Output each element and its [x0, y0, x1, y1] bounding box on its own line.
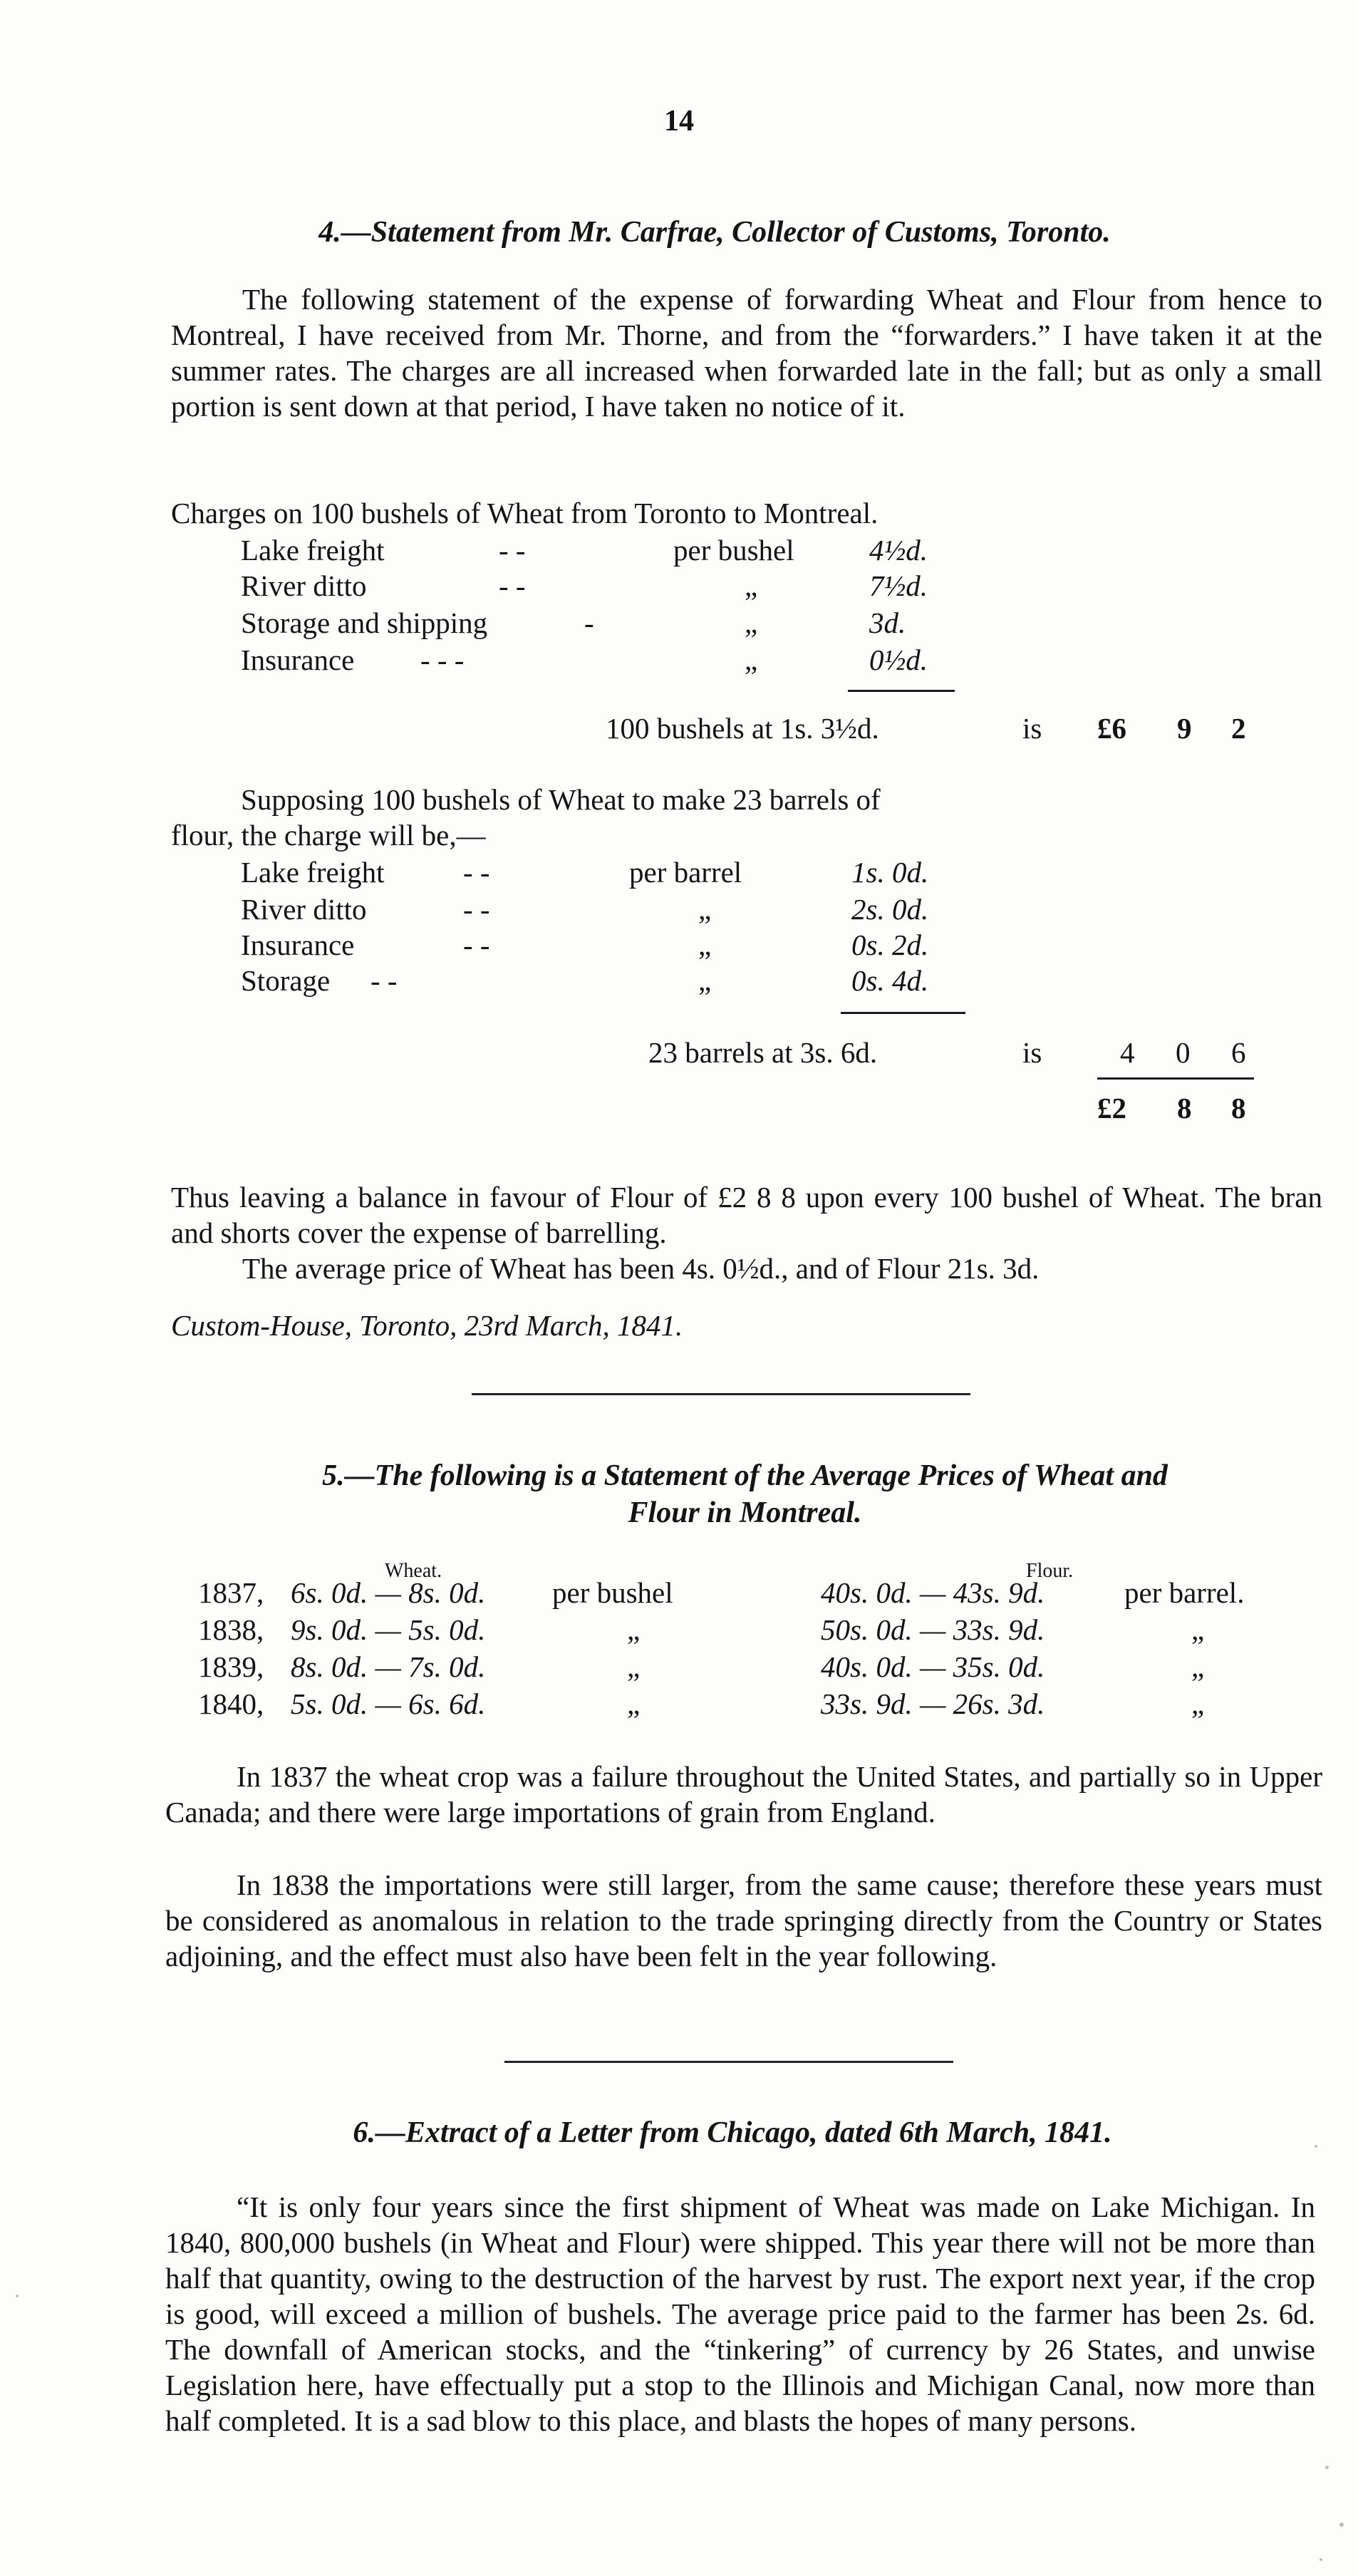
flour-price-unit: „	[1191, 1613, 1205, 1646]
wheat-price-unit: „	[627, 1687, 641, 1720]
price-row	[0, 1686, 1358, 1722]
wheat-charge-row	[0, 605, 1358, 641]
section-5-paragraph-1: In 1837 the wheat crop was a failure throughout the United States, and partially so in Upper Canada; and there were large importations of grain from England.	[165, 1760, 1322, 1828]
balance-pence: 8	[1231, 1092, 1246, 1124]
charge-amount: 4½d.	[869, 534, 928, 567]
charge-item: Storage	[241, 964, 331, 997]
flour-charge-row	[0, 963, 1358, 998]
wheat-price-unit: „	[627, 1613, 641, 1646]
balance-shillings: 8	[1177, 1092, 1192, 1124]
balance-rule	[1097, 1077, 1254, 1080]
charge-unit: „	[698, 964, 712, 997]
flour-intro-line-2: flour, the charge will be,—	[171, 819, 486, 852]
flour-total-label: 23 barrels at 3s. 6d.	[648, 1036, 878, 1069]
wheat-total-is: is	[1022, 712, 1042, 745]
section-4-conclusion-paragraph: Thus leaving a balance in favour of Flour of £2 8 8 upon every 100 bushel of Wheat. The bran and shorts cover the expense of barrelling.	[171, 1181, 1322, 1249]
section-5-paragraph-2: In 1838 the importations were still larger, from the same cause; therefore these years must be considered as anomalous in relation to the trade springing directly from the Country or States adjoining, and the effect must also have been felt in the year following.	[165, 1868, 1322, 1972]
charge-amount: 7½d.	[869, 569, 928, 602]
charge-unit: per barrel	[629, 856, 742, 889]
section-4-heading: 4.—Statement from Mr. Carfrae, Collector of Customs, Toronto.	[318, 216, 1111, 249]
section-divider	[472, 1393, 970, 1395]
flour-charge-row	[0, 891, 1358, 927]
page-number: 14	[664, 105, 694, 138]
flour-column-header: Flour.	[1026, 1560, 1074, 1582]
charge-amount: 0s. 4d.	[851, 964, 929, 997]
charge-unit: „	[745, 643, 758, 676]
flour-price-range: 40s. 0d. — 35s. 0d.	[821, 1650, 1045, 1683]
flour-price-unit: „	[1191, 1687, 1205, 1720]
wheat-price-range: 9s. 0d. — 5s. 0d.	[291, 1613, 486, 1646]
charge-dashes: -	[584, 606, 594, 639]
flour-price-unit: per barrel.	[1124, 1576, 1245, 1609]
charge-unit: per bushel	[673, 534, 794, 567]
scan-speck	[1339, 2523, 1344, 2527]
section-4-signature: Custom-House, Toronto, 23rd March, 1841.	[171, 1309, 683, 1342]
flour-price-range: 50s. 0d. — 33s. 9d.	[821, 1613, 1045, 1646]
wheat-price-range: 6s. 0d. — 8s. 0d.	[291, 1576, 486, 1609]
charge-dashes: - -	[499, 569, 526, 602]
section-5-heading-line-1: 5.—The following is a Statement of the Average Prices of Wheat and	[322, 1459, 1168, 1492]
charge-dashes: - -	[463, 856, 490, 889]
flour-charge-row	[0, 854, 1358, 890]
flour-charge-row	[0, 927, 1358, 963]
charge-item: River ditto	[241, 893, 367, 926]
flour-intro-line-1: Supposing 100 bushels of Wheat to make 23 barrels of	[241, 783, 881, 816]
charge-item: Lake freight	[241, 534, 385, 567]
charge-item: Insurance	[241, 643, 355, 676]
price-row	[0, 1575, 1358, 1610]
balance-row	[0, 1090, 1358, 1126]
flour-total-pence: 6	[1231, 1036, 1246, 1069]
flour-price-range: 33s. 9d. — 26s. 3d.	[821, 1687, 1045, 1720]
wheat-total-pounds: £6	[1097, 712, 1126, 745]
charge-item: River ditto	[241, 569, 367, 602]
wheat-price-range: 8s. 0d. — 7s. 0d.	[291, 1650, 486, 1683]
charge-dashes: - - -	[420, 643, 465, 676]
wheat-price-range: 5s. 0d. — 6s. 6d.	[291, 1687, 486, 1720]
charge-item: Lake freight	[241, 856, 385, 889]
price-year: 1837,	[198, 1576, 264, 1609]
wheat-total-row	[0, 710, 1358, 746]
charge-amount: 3d.	[869, 606, 906, 639]
flour-total-is: is	[1022, 1036, 1042, 1069]
wheat-charge-row	[0, 532, 1358, 568]
price-year: 1838,	[198, 1613, 264, 1646]
wheat-price-unit: „	[627, 1650, 641, 1683]
charge-amount: 0s. 2d.	[851, 929, 929, 961]
wheat-charges-title: Charges on 100 bushels of Wheat from Toronto to Montreal.	[171, 497, 878, 529]
scan-speck	[1320, 2558, 1322, 2561]
charge-unit: „	[745, 569, 758, 602]
price-row	[0, 1612, 1358, 1647]
section-divider	[504, 2061, 953, 2063]
wheat-column-header: Wheat.	[385, 1560, 442, 1582]
charge-unit: „	[745, 606, 758, 639]
wheat-price-unit: per bushel	[552, 1576, 673, 1609]
wheat-subtotal-rule	[848, 690, 955, 692]
average-price-line: The average price of Wheat has been 4s. 0½d., and of Flour 21s. 3d.	[242, 1252, 1040, 1285]
flour-price-range: 40s. 0d. — 43s. 9d.	[821, 1576, 1045, 1609]
flour-price-unit: „	[1191, 1650, 1205, 1683]
wheat-charge-row	[0, 642, 1358, 678]
charge-item: Insurance	[241, 929, 355, 961]
charge-dashes: - -	[463, 893, 490, 926]
scan-speck	[1315, 2145, 1317, 2148]
section-5-heading	[167, 1457, 1322, 1531]
flour-subtotal-rule	[841, 1012, 965, 1014]
wheat-total-shillings: 9	[1177, 712, 1192, 745]
price-row	[0, 1649, 1358, 1685]
charge-dashes: - -	[370, 964, 398, 997]
charge-dashes: - -	[499, 534, 526, 567]
wheat-total-pence: 2	[1231, 712, 1246, 745]
price-year: 1839,	[198, 1650, 264, 1683]
balance-pounds: £2	[1097, 1092, 1126, 1124]
flour-total-row	[0, 1035, 1358, 1070]
charge-dashes: - -	[463, 929, 490, 961]
wheat-total-label: 100 bushels at 1s. 3½d.	[606, 712, 879, 745]
charge-unit: „	[698, 929, 712, 961]
section-6-heading: 6.—Extract of a Letter from Chicago, dated 6th March, 1841.	[353, 2116, 1112, 2149]
scan-speck	[1325, 2466, 1329, 2469]
charge-amount: 0½d.	[869, 643, 928, 676]
flour-total-pounds: 4	[1120, 1036, 1135, 1069]
section-6-letter-paragraph: “It is only four years since the first shipment of Wheat was made on Lake Michigan. In 1840, 800,000 bushels (in Wheat and Flour) were shipped. This year there will not be more than half that quantity, owing to the destruction of the harvest by rust. The export next year, if the crop is good, will exceed a million of bushels. The average price paid to the farmer has been 2s. 6d. The downfall of American stocks, and the “tinkering” of currency by 26 States, and unwise Legislation here, have effectually put a stop to the Illinois and Michigan Canal, now more than half completed. It is a sad blow to this place, and blasts the hopes of many persons.	[165, 2190, 1315, 2437]
scan-speck	[16, 2295, 19, 2297]
wheat-charge-row	[0, 568, 1358, 604]
charge-amount: 1s. 0d.	[851, 856, 929, 889]
charge-unit: „	[698, 893, 712, 926]
section-5-heading-line-2: Flour in Montreal.	[628, 1496, 862, 1529]
charge-amount: 2s. 0d.	[851, 893, 929, 926]
price-year: 1840,	[198, 1687, 264, 1720]
section-4-intro-paragraph: The following statement of the expense of forwarding Wheat and Flour from hence to Montreal, I have received from Mr. Thorne, and from the “forwarders.” I have taken it at the summer rates. The charges are all increased when forwarded late in the fall; but as only a small portion is sent down at that period, I have taken no notice of it.	[171, 283, 1322, 423]
charge-item: Storage and shipping	[241, 606, 488, 639]
flour-total-shillings: 0	[1176, 1036, 1191, 1069]
